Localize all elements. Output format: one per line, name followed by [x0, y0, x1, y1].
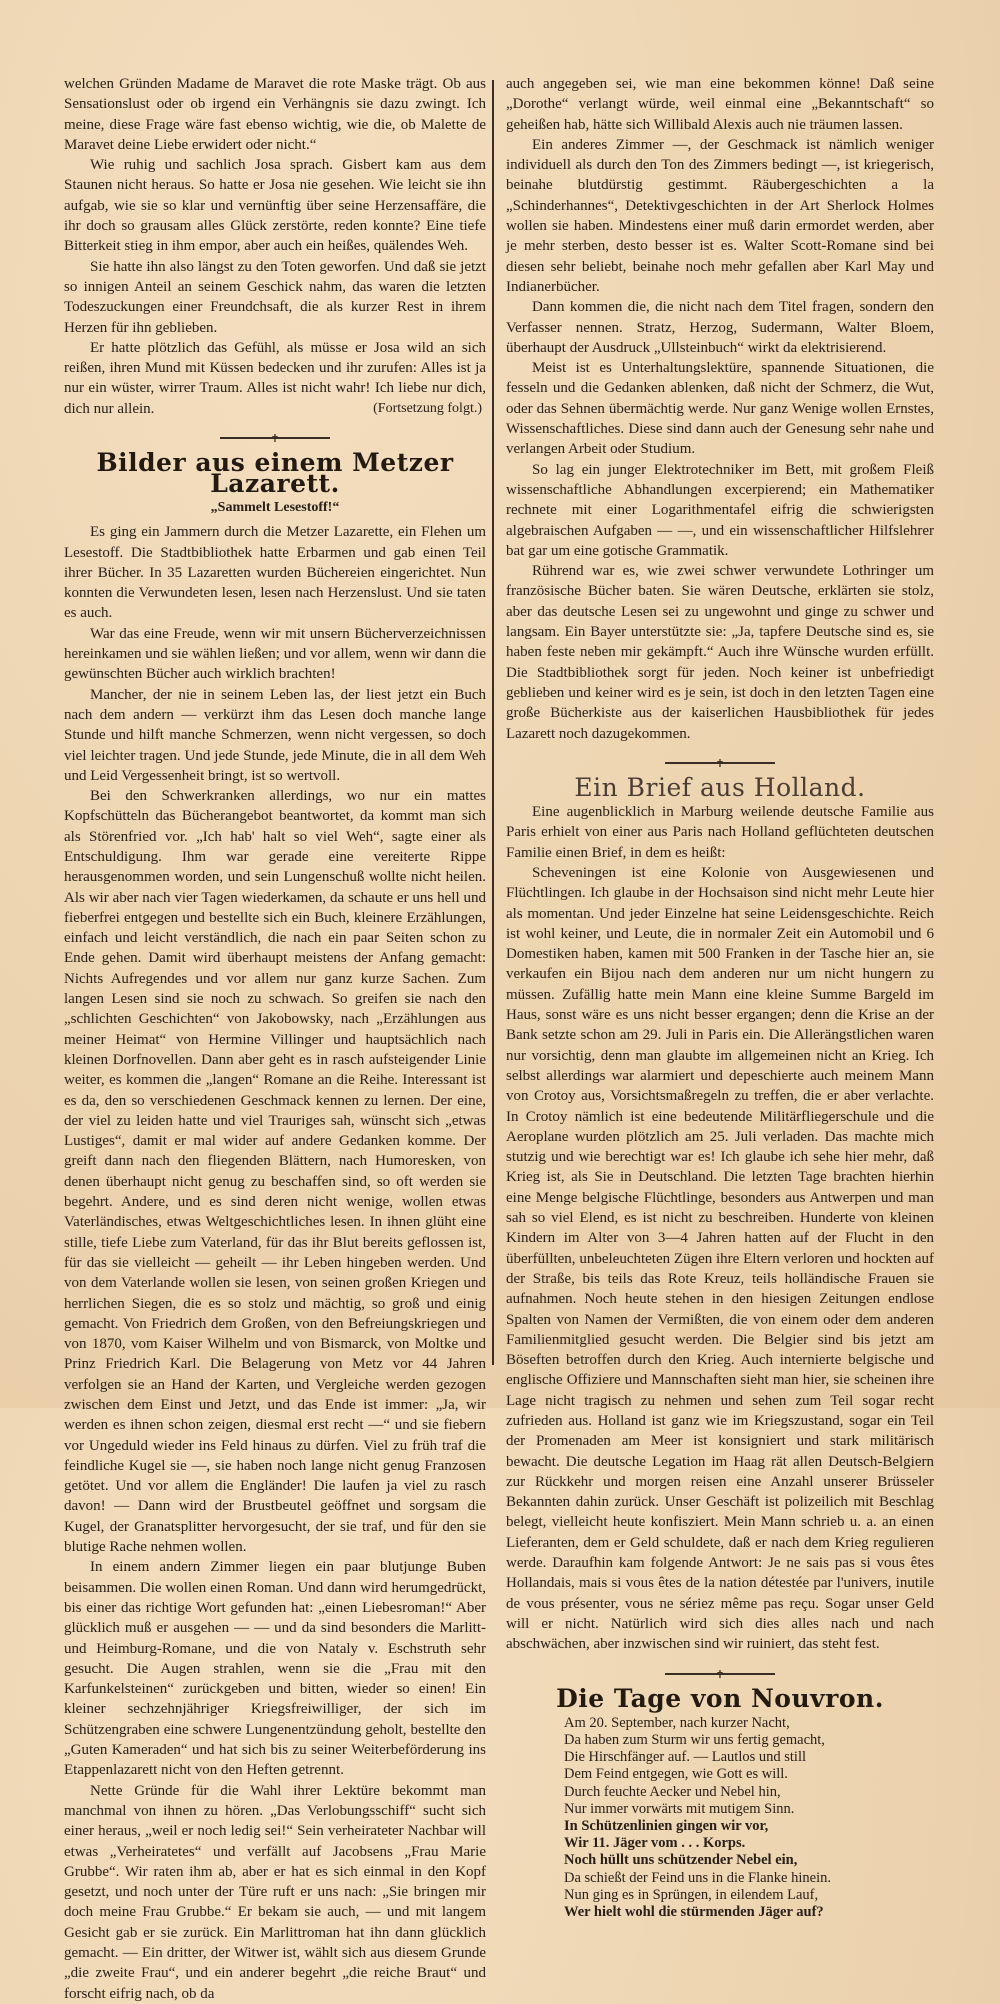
paragraph: Eine augenblicklich in Marburg weilende deutsche Familie aus Paris erhielt von einer aus Paris nach Holland geflüchteten deutschen Familie einen Brief, in dem es heißt:	[506, 804, 934, 861]
paragraph: Nette Gründe für die Wahl ihrer Lektüre bekommt man manchmal von ihnen zu hören. „Das Verlobungsschiff“ sucht sich einer heraus, „weil er noch ledig sei!“ Sein verheirateter Nachbar will etwas „Verheiratetes“ und verfällt auf Jacobsens „Frau Marie Grubbe“. Wir raten ihm ab, aber er hat es sich einmal in den Kopf gesetzt, und noch unter der Türe ruft er uns nach: „Sie bringen mir doch meine Frau Grubbe.“ Er bekam sie auch, — und mit langem Gesicht gab er sie zurück. Ein Marlittroman hat ihn dann glücklich gemacht. — Ein dritter, der Witwer ist, wählt sich aus diesem Grunde „die zweite Frau“, und ein anderer begehrt „die reiche Braut“ und forscht eifrig nach, ob da	[64, 1782, 486, 2002]
paragraph: Dann kommen die, die nicht nach dem Titel fragen, sondern den Verfasser nennen. Stratz, Herzog, Sudermann, Walter Bloem, überhaupt der Ausdruck „Ullsteinbuch“ wirkt da elektrisierend.	[506, 299, 934, 356]
poem-line: In Schützenlinien gingen wir vor,	[564, 1818, 769, 1835]
paragraph: Scheveningen ist eine Kolonie von Ausgewiesenen und Flüchtlingen. Ich glaube in der Hochsaison sind nicht mehr Leute hier als momentan. Und jeder Einzelne hat seine Leidensgeschichte. Reich ist wohl keiner, und Leute, die in normaler Zeit ein Automobil und 6 Domestiken haben, kamen mit 500 Franken in der Tasche hier an, sie verkaufen ein Bijou nach dem anderen nur um nicht hungern zu müssen. Zufällig hatte mein Mann eine kleine Summe Bargeld im Haus, sonst wäre es uns nicht besser ergangen; denn die Krise an der Bank setzte schon am 29. Juli in Paris ein. Die Allerängstlichen waren nur vorsichtig, denn man glaubte im allgemeinen nicht an Krieg. Ich selbst allerdings war alarmiert und depeschierte auch meinem Mann von Crotoy aus, Vorsichtsmaßregeln zu treffen, die er aber verlachte. In Crotoy nämlich ist eine bedeutende Militärfliegerschule und die Aeroplane wurden plötzlich am 25. Juli verladen. Das machte mich stutzig und wie berechtigt war es! Ich glaube ich sehe hier mehr, daß Krieg ist, als Sie in Deutschland. Die letzten Tage brachten hierhin eine Menge belgische Flüchtlinge, besonders aus Antwerpen und man sah so viel Elend, es ist nicht zu beschreiben. Hunderte von kleinen Kindern im Alter von 3—4 Jahren hatten auf der Flucht in den überfüllten, unbeleuchteten Zügen ihre Eltern verloren und hockten auf der Straße, bis teils das Rote Kreuz, teils holländische Frauen sie aufnahmen. Noch heute stehen in den hiesigen Zeitungen endlose Spalten von Namen der Vermißten, die von einem oder dem anderen Familienmitglied gesucht werden. Die Belgier sind bis jetzt am Böseften betroffen durch den Krieg. Auch internierte belgische und englische Offiziere und Mannschaften sieht man hier, sie scheinen ihre Lage nicht tragisch zu nehmen und sehen zum Teil sogar recht zufrieden aus. Holland ist ganz wie im Kriegszustand, sogar ein Teil der Promenaden am Meer ist konsigniert und stark militärisch bewacht. Die deutsche Legation im Haag rät allen Deutsch-Belgiern zur Rückkehr und morgen reisen eine Anzahl unserer Brüsseler Bekannten dahin zurück. Unser Geschäft ist polizeilich mit Beschlag belegt, vielleicht heute konfisziert. Mein Mann schrieb u. a. an einen Lieferanten, dem er Geld schuldete, daß er nach dem Krieg regulieren werde. Daraufhin kam folgende Antwort: Je ne sais pas si vous êtes Hollandais, mais si vous êtes de la nation détestée par l'univers, inutile de vous présenter, vous ne sériez même pas reçu. Sogar unser Geld will er nicht. Natürlich wird sich dies alles nach und nach abschwächen, aber inzwischen sind wir ruiniert, das steht fest.	[506, 864, 934, 1653]
left-column	[64, 74, 486, 2004]
poem-line: Durch feuchte Aecker und Nebel hin,	[564, 1783, 781, 1800]
article-lazarett	[64, 448, 486, 2004]
article-subtitle: „Sammelt Lesestoff!“	[210, 499, 340, 515]
poem-line: Da haben zum Sturm wir uns fertig gemacht,	[564, 1732, 825, 1749]
article-lazarett-continued	[506, 74, 934, 744]
poem-line: Am 20. September, nach kurzer Nacht,	[564, 1714, 790, 1731]
paragraph: War das eine Freude, wenn wir mit unsern Bücherverzeichnissen hereinkamen und sie wählen ließen; und vor allem, wenn wir dann die gewünschten Bücher auch wirklich brachten!	[64, 625, 486, 683]
paragraph: Sie hatte ihn also längst zu den Toten geworfen. Und daß sie jetzt so innigen Anteil an seinem Geschick nahm, das waren die letzten Todeszuckungen einer Freundchsaft, die als kurzer Rest in ihrem Herzen für ihn geblieben.	[64, 258, 486, 336]
poem-line: Wir 11. Jäger vom . . . Korps.	[564, 1835, 746, 1852]
paragraph: Er hatte plötzlich das Gefühl, als müsse er Josa wild an sich reißen, ihren Mund mit Küssen bedecken und ihr zurufen: Alles ist ja nur ein wüster, wirrer Traum. Alles ist nicht wahr! Ich liebe nur dich, dich nur allein.	[64, 339, 486, 417]
right-column	[506, 74, 934, 1921]
section-divider	[220, 437, 330, 439]
paragraph: Mancher, der nie in seinem Leben las, der liest jetzt ein Buch nach dem andern — verkürzt ihm das Lesen doch manche lange Stunde und hilft manche Schmerzen, wenn nicht vergessen, so doch viel leichter tragen. Und jede Stunde, jede Minute, die in all dem Weh und Leid Vergessenheit bringt, ist so wertvoll.	[64, 686, 486, 784]
article-holland	[506, 772, 934, 1655]
paragraph: In einem andern Zimmer liegen ein paar blutjunge Buben beisammen. Die wollen einen Roman. Und dann wird herumgedrückt, bis einer das richtige Wort gefunden hat: „einen Liebesroman!“ Aber glücklich muß er ausgehen — — und da sind besonders die Marlitt- und Heimburg-Romane, und die von Nataly v. Eschstruth sehr gesucht. Die Augen strahlen, wenn sie die „Frau mit den Karfunkelsteinen“ zurückgeben und bitten, wieder so einen! Ein kleiner sechzehnjähriger Kriegsfreiwilliger, der sich im Schützengraben eine schwere Lungenentzündung geholt, bestellte den „Guten Kameraden“ und hat sich bis zu seiner Weiterbeförderung ins Etappenlazarett nicht von den Heften getrennt.	[64, 1559, 486, 1779]
article-title: Bilder aus einem Metzer Lazarett.	[96, 448, 454, 498]
column-divider	[492, 80, 494, 1365]
paragraph: So lag ein junger Elektrotechniker im Bett, mit großem Fleiß wissenschaftliche Abhandlungen excerpierend; ein Mathematiker rechnete mit einer Logarithmentafel eifrig die schwierigsten algebraischen Aufgaben — —, und ein wissenschaftlicher Hilfslehrer bat gar um eine gotische Grammatik.	[506, 461, 934, 559]
paragraph: welchen Gründen Madame de Maravet die rote Maske trägt. Ob aus Sensationslust oder ob irgend ein Verhängnis sie dazu zwingt. Ich meine, diese Frage wäre fast ebenso wichtig, wie die, ob Malette de Maravet deine Liebe erwidert oder nicht.“	[64, 76, 486, 153]
paragraph: Ein anderes Zimmer —, der Geschmack ist nämlich weniger individuell als durch den Ton des Zimmers bedingt —, ist kriegerisch, beinahe blutdürstig gestimmt. Räubergeschichten a la „Schinderhannes“, Detektivgeschichten in der Art Sherlock Holmes wollen sie haben. Mindestens einer muß darin ermordet werden, aber je mehr sterben, desto besser ist es. Walter Scott-Romane sind bei diesen sehr beliebt, beinahe noch mehr gefallen aber Karl May und Indianerbücher.	[506, 136, 934, 295]
continuation-note: (Fortsetzung folgt.)	[373, 401, 482, 417]
paragraph: Meist ist es Unterhaltungslektüre, spannende Situationen, die fesseln und die Gedanken ablenken, daß nicht der Schmerz, die Wut, oder das Sehnen übermächtig werde. Nur ganz Wenige wollen Ernstes, Wissenschaftliches. Diese sind dann auch der Genesung sehr nahe und verlangen Arbeit oder Studium.	[506, 360, 934, 458]
section-divider	[665, 762, 775, 764]
poem	[506, 1683, 934, 1922]
poem-line: Die Hirschfänger auf. — Lautlos und still	[564, 1749, 807, 1766]
serial-story-continuation	[64, 74, 486, 419]
section-divider	[665, 1673, 775, 1675]
article-title: Ein Brief aus Holland.	[574, 772, 866, 802]
poem-line: Wer hielt wohl die stürmenden Jäger auf?	[564, 1904, 824, 1921]
paragraph: Es ging ein Jammern durch die Metzer Lazarette, ein Flehen um Lesestoff. Die Stadtbibliothek hatte Erbarmen und gab einen Teil ihrer Bücher. In 35 Lazaretten wurden Büchereien eingerichtet. Nun konnten die Verwundeten lesen, lesen nach Herzenslust. Und sie taten es auch.	[64, 524, 486, 622]
paragraph: Rührend war es, wie zwei schwer verwundete Lothringer um französische Bücher baten. Sie wären Deutsche, erklärten sie stolz, aber das deutsche Lesen sei zu ungewohnt und ginge zu schwer und langsam. Ein Bayer unterstützte sie: „Ja, tapfere Deutsche sind es, sie haben feste neben mir gekämpft.“ Auch ihre Wünsche wurden erfüllt. Die Stadtbibliothek sorgt für jeden. Noch keiner ist unbefriedigt geblieben und keiner wird es je sein, ist doch in den letzten Tagen eine große Bücherkiste aus der kaiserlichen Hausbibliothek für jedes Lazarett noch dazugekommen.	[506, 563, 934, 742]
paragraph: Wie ruhig und sachlich Josa sprach. Gisbert kam aus dem Staunen nicht heraus. So hatte er Josa nie gesehen. Wie leicht sie ihn aufgab, wie sie so klar und vernünftig über seine Herzensaffäre, die ihr doch so grausam alles Glück zerstörte, reden konnte? Eine tiefe Bitterkeit stieg in ihm empor, aber auch ein heißes, quälendes Weh.	[64, 157, 486, 255]
poem-line: Nun ging es in Sprüngen, in eilendem Lauf,	[564, 1886, 819, 1903]
poem-line: Nur immer vorwärts mit mutigem Sinn.	[564, 1800, 795, 1817]
poem-line: Dem Feind entgegen, wie Gott es will.	[564, 1766, 788, 1783]
poem-lines	[564, 1715, 934, 1921]
poem-line: Noch hüllt uns schützender Nebel ein,	[564, 1852, 798, 1869]
paragraph: auch angegeben sei, wie man eine bekommen könne! Daß seine „Dorothe“ verlangt würde, weil einmal eine „Bekanntschaft“ so geheißen hab, hätte sich Willibald Alexis auch nie träumen lassen.	[506, 76, 934, 133]
paragraph: Bei den Schwerkranken allerdings, wo nur ein mattes Kopfschütteln das Bücherangebot beantwortet, da kommt man sich als Störenfried vor. „Ich hab' halt so viel Weh“, sagte einer als Entschuldigung. Ihm war gerade eine vereiterte Rippe herausgenommen worden, und sein Lungenschuß wollte nicht heilen. Als wir aber nach vier Tagen wiederkamen, da schaute er uns hell und fieberfrei entgegen und bestellte sich ein Buch, kleinere Erzählungen, einfach und leicht verständlich, die nach ein paar Seiten schon zu Ende gehen. Damit wird überhaupt meistens der Anfang gemacht: Nichts Aufregendes und vor allem nur ganz kurze Sachen. Zum langen Lesen sind sie noch zu schwach. So greifen sie nach den „schlichten Geschichten“ von Jakobowsky, nach „Erzählungen aus meiner Heimat“ von Hermine Villinger und hauptsächlich nach kleinen Dorfnovellen. Dann aber geht es in rasch aufsteigender Linie weiter, es kommen die „langen“ Romane an die Reihe. Interessant ist es da, den so verschiedenen Geschmack kennen zu lernen. Der eine, der viel zu leiden hatte und viel Trauriges sah, wünscht sich „etwas Lustiges“, damit er mal wider auf andere Gedanken komme. Der greift dann nach den fliegenden Blättern, nach Humoresken, von denen überhaupt nicht genug zu beschaffen sind, so oft werden sie begehrt. Andere, und es sind deren nicht wenige, wollen etwas Vaterländisches, etwas Weltgeschichtliches lesen. In ihnen glüht eine stille, tiefe Liebe zum Vaterland, für das ihr Blut bereits geflossen ist, für das sie vielleicht — geheilt — ihr Leben hingeben werden. Und von dem Vaterlande wollen sie lesen, von seinen großen Kriegen und herrlichen Siegen, die es so stolz und mächtig, so groß und einig gemacht. Von Friedrich dem Großen, von den Befreiungskriegen und von 1870, vom Kaiser Wilhelm und von Bismarck, von Moltke und Prinz Friedrich Karl. Die Belagerung von Metz vor 44 Jahren verfolgen sie an Hand der Karten, und Vergleiche werden gezogen zwischen dem Einst und Jetzt, und das Ende ist immer: „Ja, wir werden es ihnen schon zeigen, diesmal erst recht —“ und sie fiebern vor Ungeduld wieder ins Feld hinaus zu dürfen. Viel zu früh traf die feindliche Kugel sie —, sie haben noch lange nicht genug Franzosen getötet. Und vor allem die Engländer! Die laufen ja viel zu rasch davon! — Dann wird der Brustbeutel geöffnet und sorgsam die Kugel, der Granatsplitter hervorgesucht, der sie traf, und für den sie blutige Rache nehmen wollen.	[64, 788, 486, 1556]
poem-line: Da schießt der Feind uns in die Flanke hinein.	[564, 1869, 831, 1886]
poem-title: Die Tage von Nouvron.	[556, 1683, 884, 1713]
